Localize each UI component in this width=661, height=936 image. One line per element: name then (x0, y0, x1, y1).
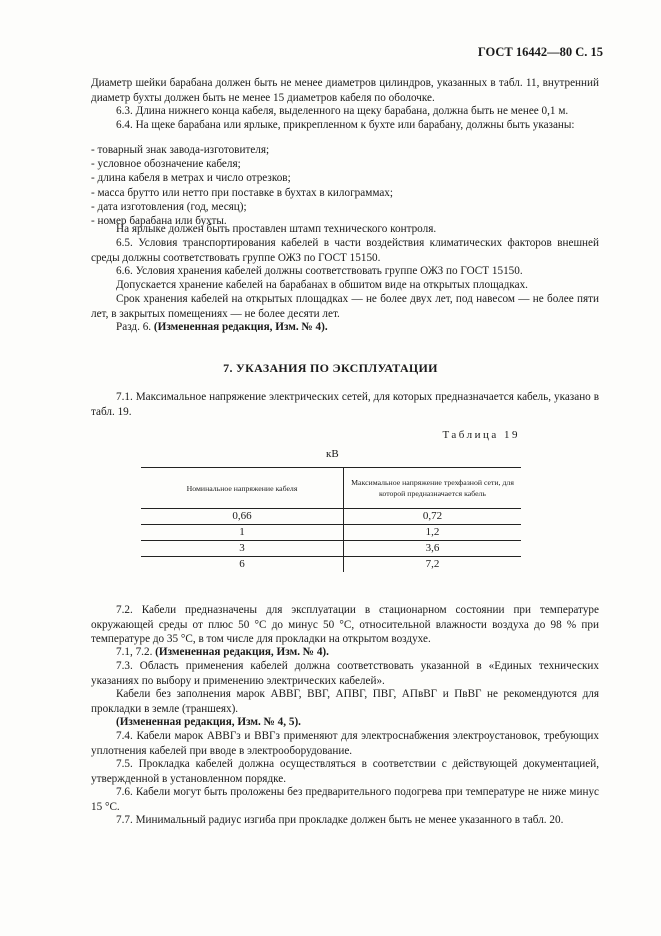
page-header: ГОСТ 16442—80 С. 15 (477, 45, 603, 59)
paragraph-6-5: 6.5. Условия транспортирования кабелей в части воздействия климатических факторов внешней среды должны соответствовать группе ОЖЗ по ГОСТ 15150. (91, 237, 599, 264)
paragraph-7-2: 7.2. Кабели предназначены для эксплуатации в стационарном состоянии при температуре окружающей среды от плюс 50 °С до минус 50 °С, относительной влажности воздуха до 98 % при температуре до 35 °С, в том числе для прокладки на открытом воздухе. (91, 604, 599, 645)
table-cell: 3,6 (344, 541, 522, 557)
paragraph-drum-neck: Диаметр шейки барабана должен быть не менее диаметров цилиндров, указанных в табл. 11, внутренний диаметр бухты должен быть не менее 15 диаметров кабеля по оболочке. (91, 77, 599, 104)
list-item: - длина кабеля в метрах и число отрезков; (91, 172, 291, 185)
table-header-maximum: Максимальное напряжение трехфазной сети, для которой предназначается кабель (344, 468, 522, 509)
table-caption: Таблица 19 (442, 429, 520, 441)
paragraph-7-1: 7.1. Максимальное напряжение электрических сетей, для которых предназначается кабель, указано в табл. 19. (91, 391, 599, 418)
list-item: - условное обозначение кабеля; (91, 158, 241, 171)
paragraph-storage-allowed: Допускается хранение кабелей на барабанах в обшитом виде на открытых площадках. (116, 279, 528, 291)
table-cell: 6 (141, 557, 344, 573)
paragraph-7-1-7-2-note: 7.1, 7.2. (Измененная редакция, Изм. № 4). (116, 646, 329, 658)
paragraph-no-fill-cables: Кабели без заполнения марок АВВГ, ВВГ, АПВГ, ПВГ, АПвВГ и ПвВГ не рекомендуются для прокладки в земле (траншеях). (91, 688, 599, 715)
table-row (141, 525, 521, 541)
paragraph-7-7: 7.7. Минимальный радиус изгиба при прокладке должен быть не менее указанного в табл. 20. (116, 814, 564, 826)
table-cell: 1 (141, 525, 344, 541)
paragraph-6-4: 6.4. На щеке барабана или ярлыке, прикрепленном к бухте или барабану, должны быть указаны: (116, 119, 575, 131)
voltage-table (141, 467, 521, 572)
section-title: 7. УКАЗАНИЯ ПО ЭКСПЛУАТАЦИИ (223, 361, 438, 375)
list-item: - дата изготовления (год, месяц); (91, 200, 247, 213)
table-unit: кВ (326, 448, 339, 460)
paragraph-stamp: На ярлыке должен быть проставлен штамп технического контроля. (116, 223, 437, 235)
paragraph-6-6: 6.6. Условия хранения кабелей должны соответствовать группе ОЖЗ по ГОСТ 15150. (116, 265, 523, 277)
paragraph-7-5: 7.5. Прокладка кабелей должна осуществляться в соответствии с действующей документацией, утвержденной в установленном порядке. (91, 758, 599, 785)
table-cell: 7,2 (425, 558, 440, 570)
table-cell: 0,72 (344, 509, 522, 525)
table-row (141, 541, 521, 557)
table-header-nominal: Номинальное напряжение кабеля (141, 468, 344, 509)
paragraph-storage-term: Срок хранения кабелей на открытых площадках — не более двух лет, под навесом — не более пяти лет, в закрытых помещениях — не более десяти лет. (91, 293, 599, 320)
label-contents-list (91, 143, 393, 228)
list-item: - номер барабана или бухты. (91, 215, 227, 228)
paragraph-revision-note: (Измененная редакция, Изм. № 4, 5). (116, 716, 301, 728)
paragraph-6-3: 6.3. Длина нижнего конца кабеля, выделенного на щеку барабана, должна быть не менее 0,1 м. (116, 105, 569, 117)
paragraph-7-3: 7.3. Область применения кабелей должна соответствовать указанной в «Единых технических указаниях по выбору и применению электрических кабелей». (91, 660, 599, 687)
table-row (141, 557, 521, 573)
table-cell: 1,2 (344, 525, 522, 541)
table-cell: 0,66 (141, 509, 344, 525)
paragraph-7-4: 7.4. Кабели марок АВВГз и ВВГз применяют для электроснабжения электроустановок, требующих уплотнения кабелей при вводе в электрооборудование. (91, 730, 599, 757)
paragraph-section-6-note: Разд. 6. (Измененная редакция, Изм. № 4). (116, 321, 328, 333)
paragraph-7-6: 7.6. Кабели могут быть проложены без предварительного подогрева при температуре не ниже минус 15 °С. (91, 786, 599, 813)
table-row (141, 509, 521, 525)
list-item: - масса брутто или нетто при поставке в бухтах в килограммах; (91, 186, 393, 199)
list-item: - товарный знак завода-изготовителя; (91, 144, 270, 156)
table-cell: 3 (141, 541, 344, 557)
